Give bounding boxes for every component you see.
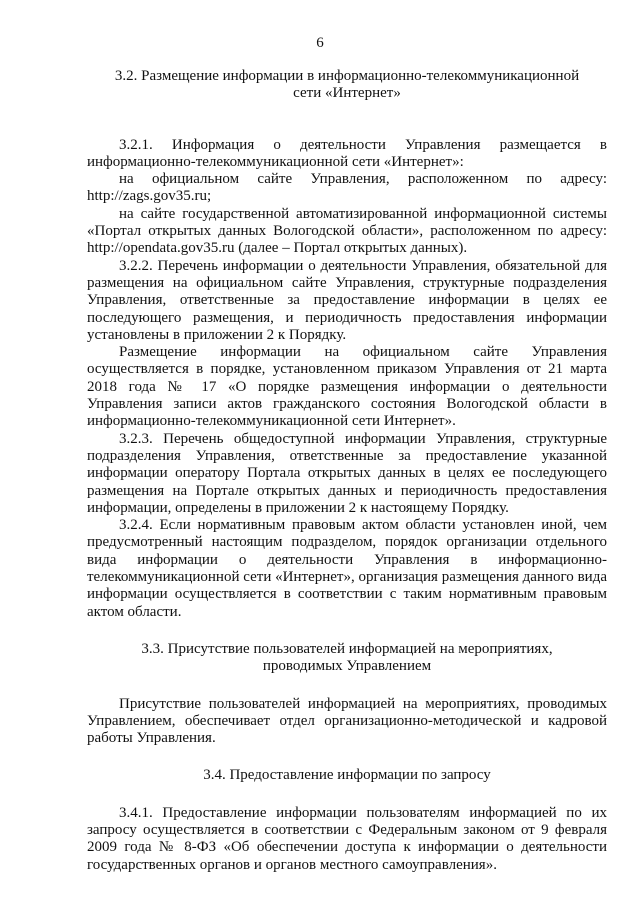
page-number: 6 bbox=[316, 35, 324, 51]
heading-line: проводимых Управлением bbox=[262, 658, 432, 675]
heading-line: 3.2. Размещение информации в информационно-телекоммуникационной bbox=[114, 68, 580, 84]
document-body bbox=[87, 68, 607, 874]
paragraph-3-2-1: 3.2.1. Информация о деятельности Управления размещается в информационно-телекоммуникационной сети «Интернет»: bbox=[87, 136, 607, 170]
paragraph-official-site: на официальном сайте Управления, расположенном по адресу: http://zags.gov35.ru; bbox=[87, 171, 607, 205]
paragraph-placement-order: Размещение информации на официальном сайте Управления осуществляется в порядке, установленном приказом Управления от 21 марта 2018 года № 17 «О порядке размещения информации о деятельности Управления записи актов гражданского состояния Вологодской области в информационно-телекоммуникационной сети Интернет». bbox=[87, 344, 607, 430]
paragraph-open-data-portal: на сайте государственной автоматизированной информационной системы «Портал открытых данных Вологодской области», расположенном по адресу: http://opendata.gov35.ru (далее – Портал открытых данных). bbox=[87, 205, 607, 257]
paragraph-3-4-1: 3.4.1. Предоставление информации пользователям информацией по их запросу осуществляется в соответствии с Федеральным законом от 9 февраля 2009 года № 8-ФЗ «Об обеспечении доступа к информации о деятельности государственных органов и органов местного самоуправления». bbox=[87, 804, 607, 873]
paragraph-3-2-3: 3.2.3. Перечень общедоступной информации Управления, структурные подразделения Управления, ответственные за предоставление указанной информации оператору Портала открытых данных в целях ее последующего размещения на Портале открытых данных и периодичность предоставления информации, определены в приложении 2 к настоящему Порядку. bbox=[87, 430, 607, 516]
paragraph-3-2-2: 3.2.2. Перечень информации о деятельности Управления, обязательной для размещения на официальном сайте Управления, структурные подразделения Управления, ответственные за предоставление информации в целях ее последующего размещения, и периодичность предоставления информации установлены в приложении 2 к Порядку. bbox=[87, 257, 607, 343]
section-heading-3-4 bbox=[87, 767, 607, 784]
heading-line: 3.4. Предоставление информации по запросу bbox=[203, 767, 491, 784]
paragraph-3-2-4: 3.2.4. Если нормативным правовым актом области установлен иной, чем предусмотренный настоящим подразделом, порядок организации отдельного вида информации о деятельности Управления в информационно-телекоммуникационной сети «Интернет», организация размещения данного вида информации осуществляется в соответствии с таким нормативным правовым актом области. bbox=[87, 517, 607, 620]
section-heading-3-2 bbox=[87, 68, 607, 103]
heading-line: сети «Интернет» bbox=[293, 85, 401, 102]
paragraph-3-3: Присутствие пользователей информацией на мероприятиях, проводимых Управлением, обеспечивает отдел организационно-методической и кадровой работы Управления. bbox=[87, 695, 607, 747]
heading-line: 3.3. Присутствие пользователей информацией на мероприятиях, bbox=[141, 640, 553, 657]
section-heading-3-3 bbox=[87, 641, 607, 676]
